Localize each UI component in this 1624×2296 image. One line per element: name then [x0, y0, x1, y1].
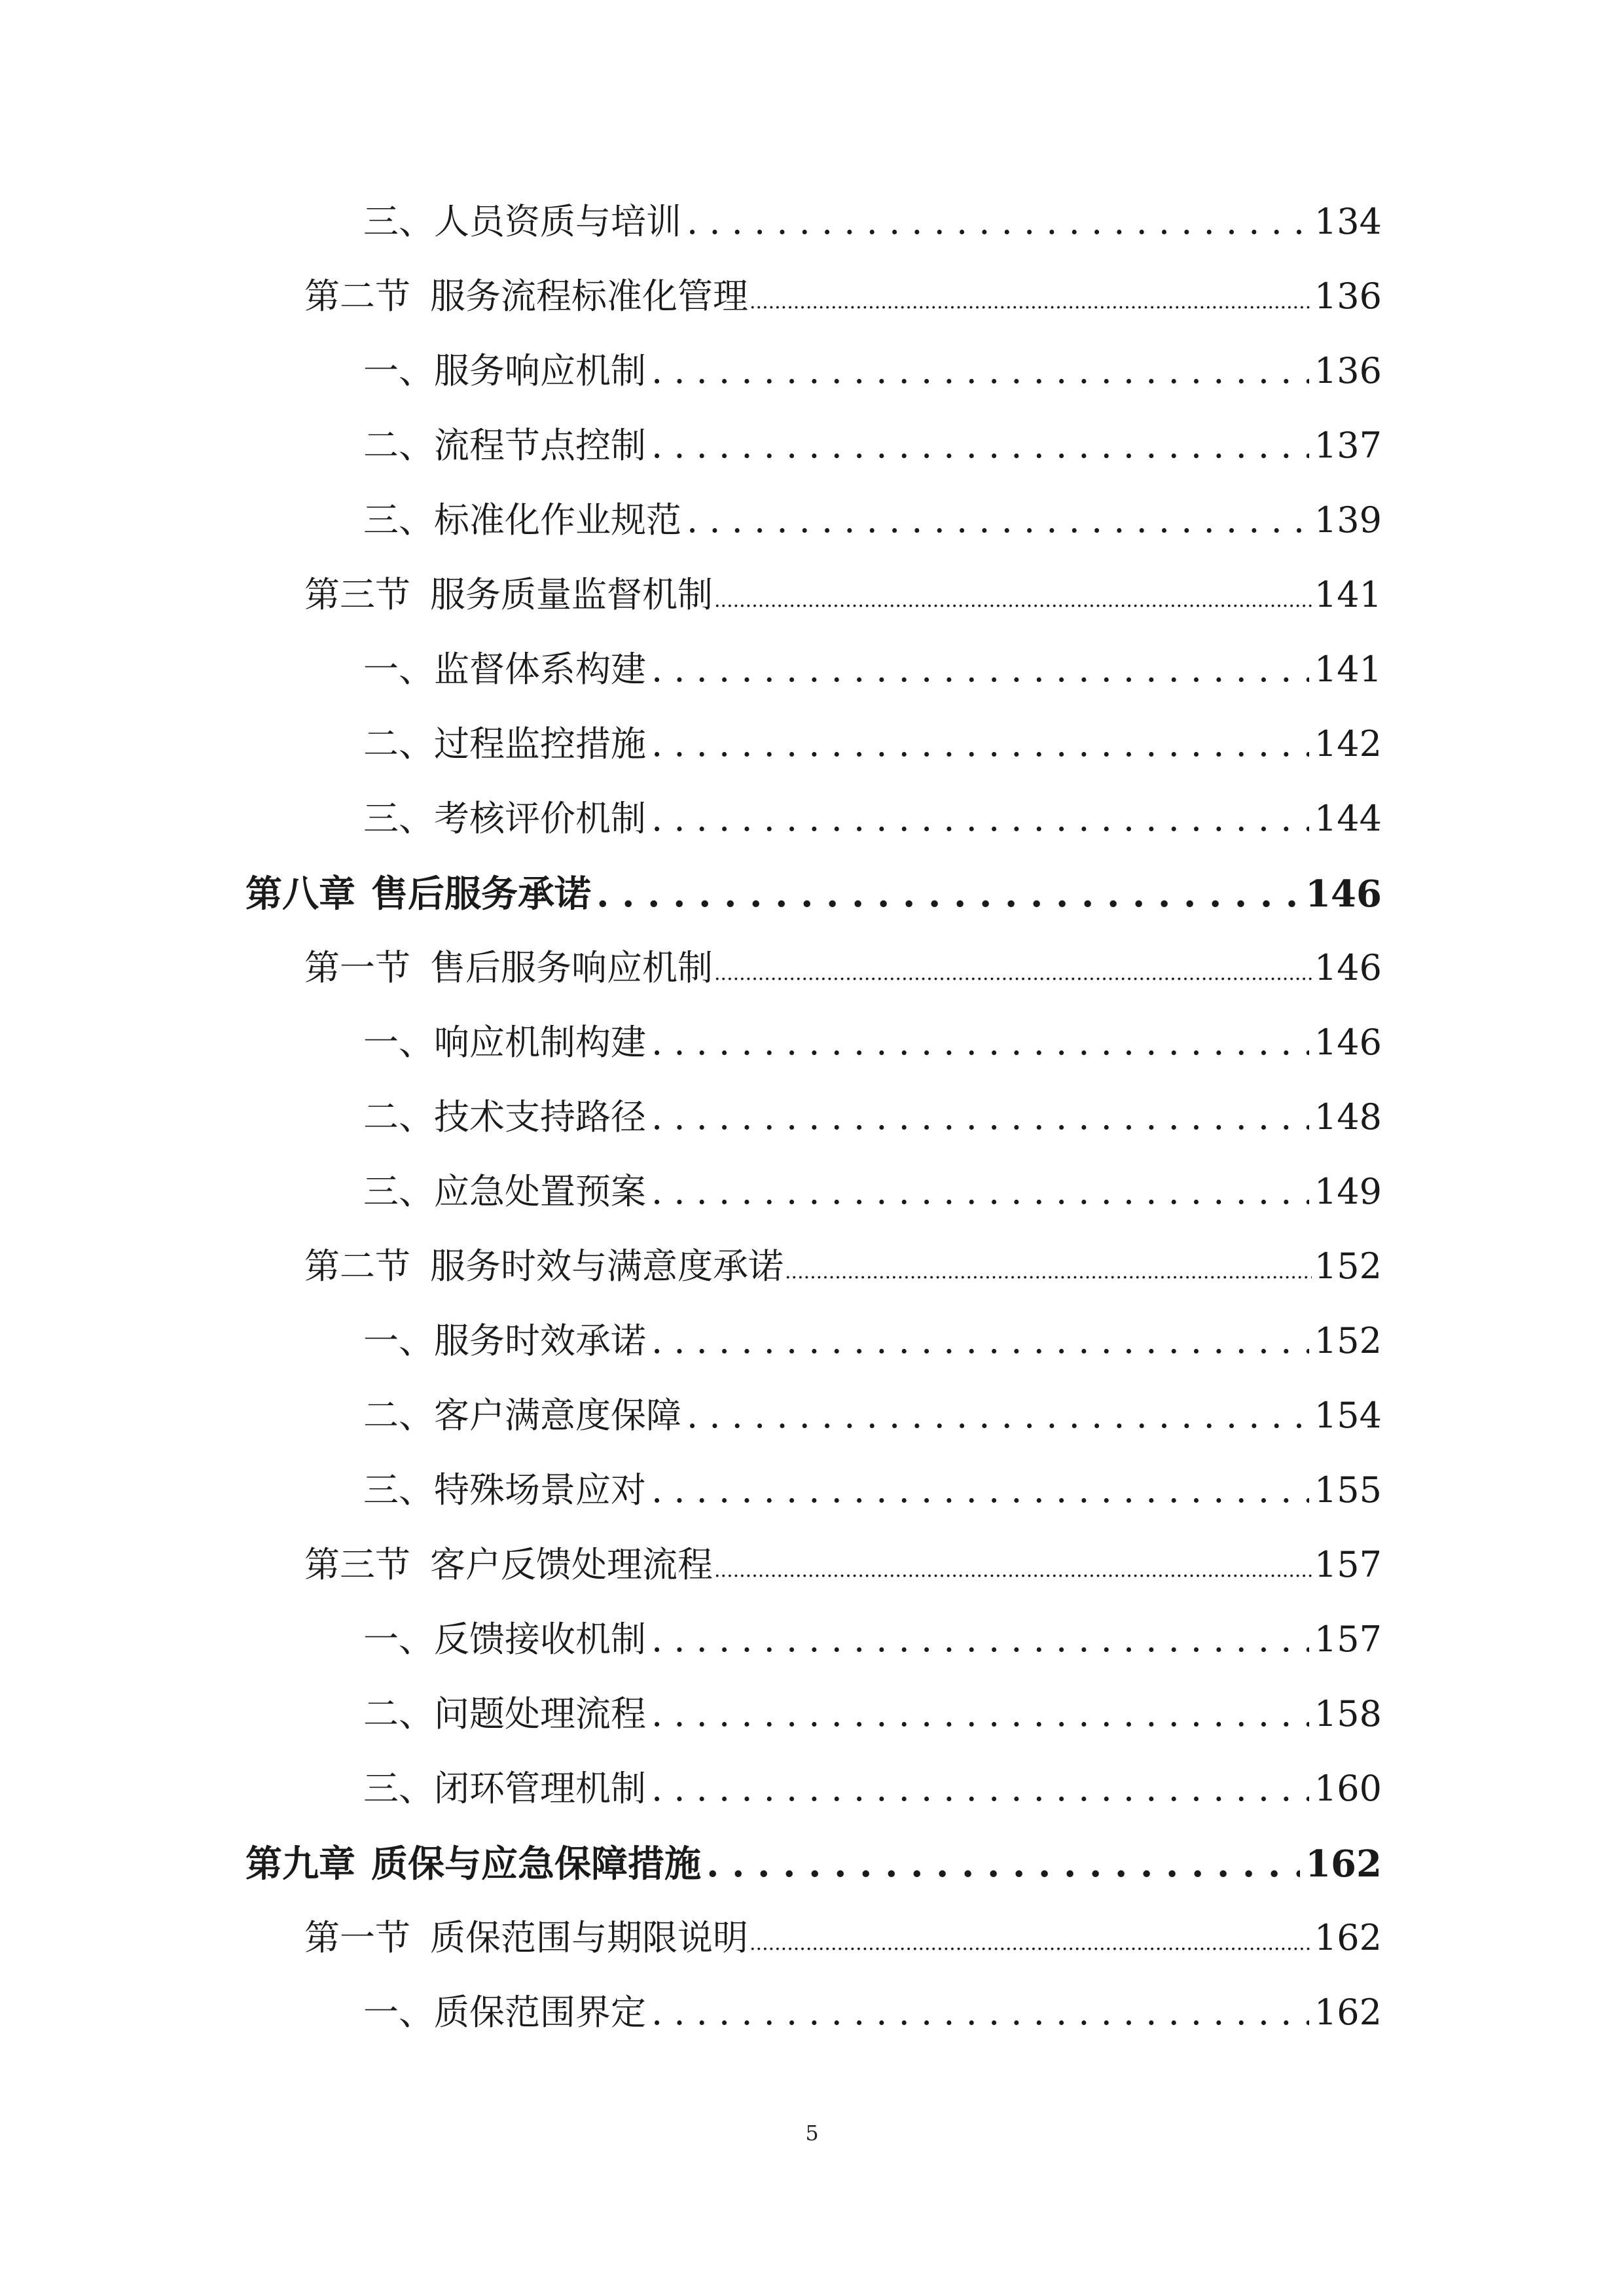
toc-dot-leader: [651, 723, 1309, 764]
toc-dot-leader: [596, 872, 1300, 916]
toc-entry-title: 服务时效承诺: [434, 1320, 646, 1361]
toc-entry-number: 第三节: [304, 1544, 410, 1585]
toc-entry-number: 二、: [363, 1693, 434, 1734]
toc-dot-leader: [651, 798, 1309, 839]
toc-entry-title: 服务时效与满意度承诺: [430, 1246, 784, 1287]
toc-entry-title: 考核评价机制: [434, 798, 646, 839]
toc-entry[interactable]: [363, 1984, 1382, 2043]
toc-entry-page: 136: [1314, 276, 1382, 317]
toc-entry-number: 三、: [363, 1469, 434, 1511]
toc-entry-page: 157: [1314, 1544, 1382, 1585]
toc-entry-page: 155: [1314, 1469, 1382, 1511]
toc-entry-page: 142: [1314, 723, 1382, 764]
toc-dot-leader: [749, 291, 1312, 314]
toc-entry[interactable]: [304, 1238, 1382, 1297]
toc-entry-title: 闭环管理机制: [434, 1768, 646, 1809]
toc-entry-title: 应急处置预案: [434, 1171, 646, 1212]
toc-entry[interactable]: [363, 1089, 1382, 1148]
toc-dot-leader: [651, 1171, 1309, 1212]
toc-entry-number: 一、: [363, 1992, 434, 2033]
toc-dot-leader: [687, 499, 1309, 541]
toc-entry-page: 162: [1314, 1917, 1382, 1958]
toc-dot-leader: [651, 1022, 1309, 1063]
toc-entry-number: 第二节: [304, 276, 410, 317]
toc-entry-title: 质保与应急保障措施: [371, 1842, 701, 1886]
toc-entry-page: 158: [1314, 1693, 1382, 1734]
toc-entry[interactable]: [304, 940, 1382, 999]
toc-entry-page: 146: [1314, 947, 1382, 988]
toc-entry-number: 一、: [363, 1022, 434, 1063]
page-number: 5: [805, 2121, 819, 2145]
toc-dot-leader: [651, 1096, 1309, 1138]
toc-entry[interactable]: [363, 1611, 1382, 1670]
toc-dot-leader: [714, 1559, 1312, 1582]
toc-entry[interactable]: [363, 418, 1382, 476]
toc-entry-title: 流程节点控制: [434, 425, 646, 466]
toc-entry[interactable]: [363, 1164, 1382, 1223]
toc-entry[interactable]: [304, 1910, 1382, 1969]
toc-entry-title: 特殊场景应对: [434, 1469, 646, 1511]
toc-entry-number: 第八章: [245, 872, 355, 916]
toc-entry-page: 154: [1314, 1395, 1382, 1436]
toc-entry-number: 二、: [363, 1395, 434, 1436]
toc-entry-title: 人员资质与培训: [434, 201, 681, 242]
toc-entry-page: 137: [1314, 425, 1382, 466]
toc-entry-title: 标准化作业规范: [434, 499, 681, 541]
toc-dot-leader: [714, 962, 1312, 985]
toc-entry-page: 136: [1314, 350, 1382, 391]
toc-entry-number: 第三节: [304, 574, 410, 615]
toc-dot-leader: [687, 1395, 1309, 1436]
toc-entry-page: 134: [1314, 201, 1382, 242]
toc-entry-title: 质保范围界定: [434, 1992, 646, 2033]
toc-entry-number: 三、: [363, 1768, 434, 1809]
toc-dot-leader: [687, 201, 1309, 242]
toc-entry-page: 146: [1314, 1022, 1382, 1063]
toc-entry-number: 三、: [363, 499, 434, 541]
toc-entry-title: 反馈接收机制: [434, 1619, 646, 1660]
toc-dot-leader: [749, 1932, 1312, 1955]
toc-entry-number: 二、: [363, 723, 434, 764]
toc-dot-leader: [785, 1261, 1312, 1283]
toc-dot-leader: [651, 649, 1309, 690]
toc-dot-leader: [714, 589, 1312, 612]
toc-dot-leader: [706, 1842, 1300, 1886]
toc-entry-title: 售后服务承诺: [371, 872, 591, 916]
toc-entry[interactable]: [363, 1388, 1382, 1446]
toc-entry-number: 三、: [363, 798, 434, 839]
toc-entry-number: 二、: [363, 425, 434, 466]
toc-dot-leader: [651, 1693, 1309, 1734]
toc-entry-page: 146: [1305, 872, 1382, 916]
toc-entry[interactable]: [304, 567, 1382, 626]
toc-dot-leader: [651, 1992, 1309, 2033]
toc-entry[interactable]: [363, 791, 1382, 850]
toc-entry[interactable]: [363, 1686, 1382, 1745]
toc-dot-leader: [651, 1768, 1309, 1809]
toc-entry-page: 160: [1314, 1768, 1382, 1809]
toc-dot-leader: [651, 425, 1309, 466]
toc-entry-title: 售后服务响应机制: [430, 947, 713, 988]
toc-entry-page: 141: [1314, 574, 1382, 615]
toc-entry[interactable]: [363, 1014, 1382, 1073]
toc-entry-page: 144: [1314, 798, 1382, 839]
toc-entry-number: 二、: [363, 1096, 434, 1138]
toc-entry-page: 149: [1314, 1171, 1382, 1212]
toc-entry-title: 问题处理流程: [434, 1693, 646, 1734]
toc-entry[interactable]: [304, 1537, 1382, 1596]
toc-entry-title: 客户反馈处理流程: [430, 1544, 713, 1585]
toc-entry-title: 服务质量监督机制: [430, 574, 713, 615]
toc-entry-page: 148: [1314, 1096, 1382, 1138]
toc-entry-page: 157: [1314, 1619, 1382, 1660]
toc-entry[interactable]: [363, 194, 1382, 253]
toc-entry[interactable]: [363, 1313, 1382, 1372]
toc-entry-title: 服务流程标准化管理: [430, 276, 748, 317]
toc-entry-page: 152: [1314, 1246, 1382, 1287]
toc-entry-number: 第九章: [245, 1842, 355, 1886]
toc-entry-page: 162: [1305, 1842, 1382, 1886]
toc-entry-title: 质保范围与期限说明: [430, 1917, 748, 1958]
toc-entry-page: 141: [1314, 649, 1382, 690]
toc-entry-number: 第一节: [304, 1917, 410, 1958]
toc-entry[interactable]: [363, 492, 1382, 551]
toc-dot-leader: [651, 350, 1309, 391]
toc-entry[interactable]: [363, 641, 1382, 700]
toc-entry-number: 三、: [363, 1171, 434, 1212]
toc-entry[interactable]: [363, 716, 1382, 775]
toc-entry[interactable]: [363, 1462, 1382, 1521]
toc-entry-page: 139: [1314, 499, 1382, 541]
toc-dot-leader: [651, 1320, 1309, 1361]
toc-entry-page: 152: [1314, 1320, 1382, 1361]
toc-entry-number: 一、: [363, 649, 434, 690]
toc-chapter-entry[interactable]: [245, 865, 1382, 924]
toc-dot-leader: [651, 1469, 1309, 1511]
toc-entry-number: 三、: [363, 201, 434, 242]
toc-chapter-entry[interactable]: [245, 1835, 1382, 1894]
toc-entry[interactable]: [304, 268, 1382, 327]
toc-entry[interactable]: [363, 1761, 1382, 1820]
toc-entry-title: 技术支持路径: [434, 1096, 646, 1138]
toc-entry-number: 一、: [363, 1619, 434, 1660]
toc-entry-title: 过程监控措施: [434, 723, 646, 764]
toc-dot-leader: [651, 1619, 1309, 1660]
toc-entry-title: 客户满意度保障: [434, 1395, 681, 1436]
toc-entry-number: 一、: [363, 1320, 434, 1361]
toc-entry-number: 第一节: [304, 947, 410, 988]
toc-entry-title: 监督体系构建: [434, 649, 646, 690]
toc-entry-title: 响应机制构建: [434, 1022, 646, 1063]
toc-entry[interactable]: [363, 343, 1382, 402]
toc-entry-title: 服务响应机制: [434, 350, 646, 391]
toc-entry-number: 一、: [363, 350, 434, 391]
toc-entry-page: 162: [1314, 1992, 1382, 2033]
toc-entry-number: 第二节: [304, 1246, 410, 1287]
